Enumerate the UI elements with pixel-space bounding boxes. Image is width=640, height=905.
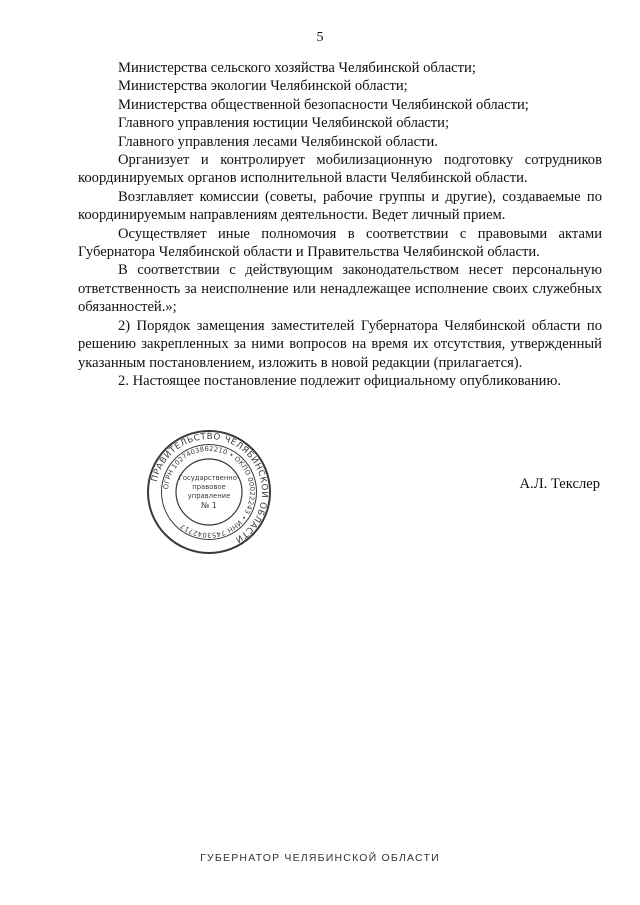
document-body	[78, 59, 602, 390]
signatory-name: А.Л. Текслер	[519, 476, 600, 492]
stamp-center-line: правовое	[192, 483, 226, 491]
stamp-center-line: управление	[187, 492, 231, 500]
list-line: Министерства общественной безопасности Челябинской области;	[118, 96, 529, 113]
paragraph: 2) Порядок замещения заместителей Губернатора Челябинской области по решению закрепленных за ними вопросов на время их отсутствия, утвержденный указанным постановлением, изложить в новой редакции (прилагается).	[78, 317, 602, 371]
stamp-center-line: № 1	[201, 501, 217, 510]
list-line: Министерства экологии Челябинской области;	[118, 78, 408, 95]
list-line: Министерства сельского хозяйства Челябинской области;	[118, 60, 476, 76]
paragraph: В соответствии с действующим законодательством несет персональную ответственность за неисполнение или ненадлежащее исполнение своих служебных обязанностей.»;	[78, 262, 602, 316]
page-footer: ГУБЕРНАТОР ЧЕЛЯБИНСКОЙ ОБЛАСТИ	[200, 852, 440, 864]
paragraph: Возглавляет комиссии (советы, рабочие группы и другие), создаваемые по координируемым направлениям деятельности. Ведет личный прием.	[78, 188, 602, 224]
paragraph: Осуществляет иные полномочия в соответствии с правовыми актами Губернатора Челябинской области и Правительства Челябинской области.	[78, 225, 602, 261]
paragraph: Организует и контролирует мобилизационную подготовку сотрудников координируемых органов исполнительной власти Челябинской области.	[78, 152, 602, 187]
official-stamp	[145, 428, 273, 556]
stamp-outer-text: ПРАВИТЕЛЬСТВО ЧЕЛЯБИНСКОЙ ОБЛАСТИ	[150, 431, 270, 545]
paragraph: 2. Настоящее постановление подлежит официальному опубликованию.	[118, 372, 562, 389]
page-number: 5	[316, 30, 324, 45]
list-line: Главного управления лесами Челябинской области.	[118, 133, 438, 150]
stamp-center-line: Государственно-	[178, 474, 240, 482]
stamp-inner-text: ОГРН 1027403862210 • ОКПО 00022243 • ИНН 7453042717	[162, 444, 257, 540]
list-line: Главного управления юстиции Челябинской области;	[118, 115, 450, 132]
